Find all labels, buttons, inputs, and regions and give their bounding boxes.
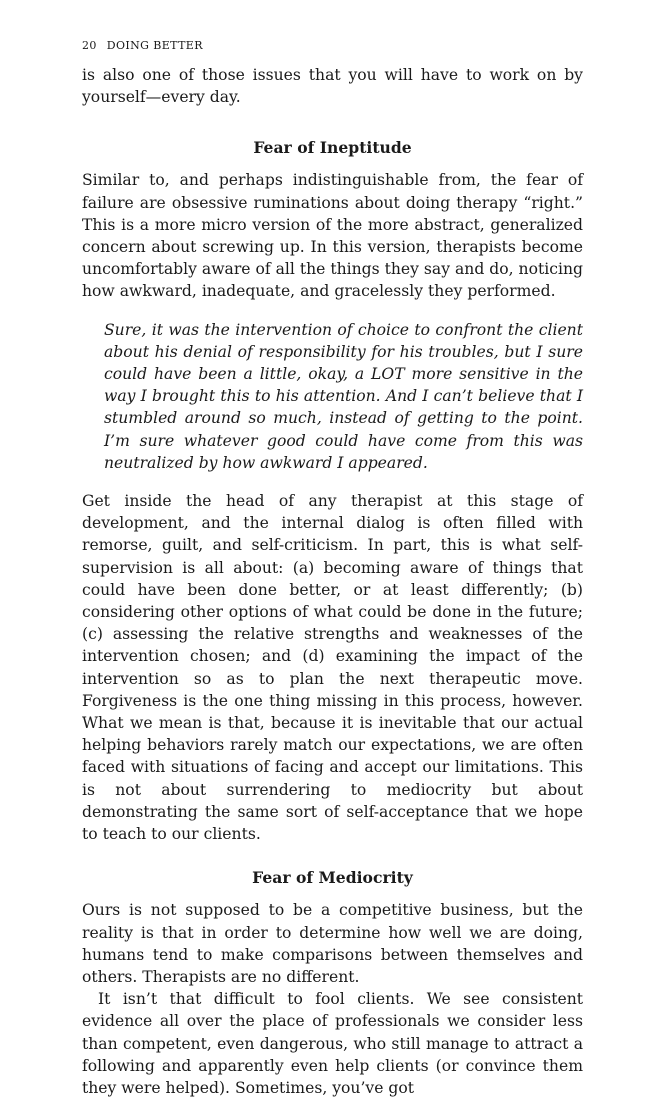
quote-text: Sure, it was the intervention of choice to confront the client about his denial of responsibility for his troubles, but I sure could have been a little, okay, a LOT more sensitive in the way I brought this to his attention. And I can’t believe that I stumbled around so much, instead of getting to the point. I’m sure whatever good could have come from this was neutralized by how awkward I appeared.	[104, 320, 583, 472]
paragraph-self-supervision: Get inside the head of any therapist at this stage of development, and the internal dialog is often filled with remorse, guilt, and self-criticism. In part, this is what self-supervision is all about: (a) becoming aware of things that could have been done better, or at least differently; (b) considering other options of what could be done in the future; (c) assessing the relative strengths and weaknesses of the intervention chosen; and (d) examining the impact of the intervention so as to plan the next therapeutic move. Forgiveness is the one thing missing in this process, however. What we mean is that, because it is inevitable that our actual helping behaviors rarely match our expectations, we are often faced with situations of facing and accept our limitations. This is not about surrendering to mediocrity but about demonstrating the same sort of self-acceptance that we hope to teach to our clients.	[82, 492, 583, 844]
page-number: 20	[82, 39, 97, 52]
running-head-title: DOING BETTER	[106, 39, 203, 52]
section-heading-ineptitude: Fear of Ineptitude	[253, 138, 412, 158]
paragraph-fooling-clients: It isn’t that difficult to fool clients. We see consistent evidence all over the place of professionals we consider less than competent, even dangerous, who still manage to attract a following and apparently even help clients (or convince them they were helped). Sometimes, you’ve got	[82, 990, 583, 1097]
page-body	[82, 64, 583, 1099]
running-head	[82, 39, 203, 52]
paragraph-continuation: is also one of those issues that you will have to work on by yourself—every day.	[82, 66, 583, 107]
paragraph-mediocrity-intro: Ours is not supposed to be a competitive business, but the reality is that in order to determine how well we are doing, humans tend to make comparisons between themselves and others. Therapists are no different.	[82, 901, 583, 986]
paragraph-ineptitude-intro: Similar to, and perhaps indistinguishable from, the fear of failure are obsessive ruminations about doing therapy “right.” This is a more micro version of the more abstract, generalized concern about screwing up. In this version, therapists become uncomfortably aware of all the things they say and do, noticing how awkward, inadequate, and gracelessly they performed.	[82, 171, 583, 301]
section-heading-mediocrity: Fear of Mediocrity	[252, 868, 413, 888]
block-quote	[104, 319, 583, 474]
